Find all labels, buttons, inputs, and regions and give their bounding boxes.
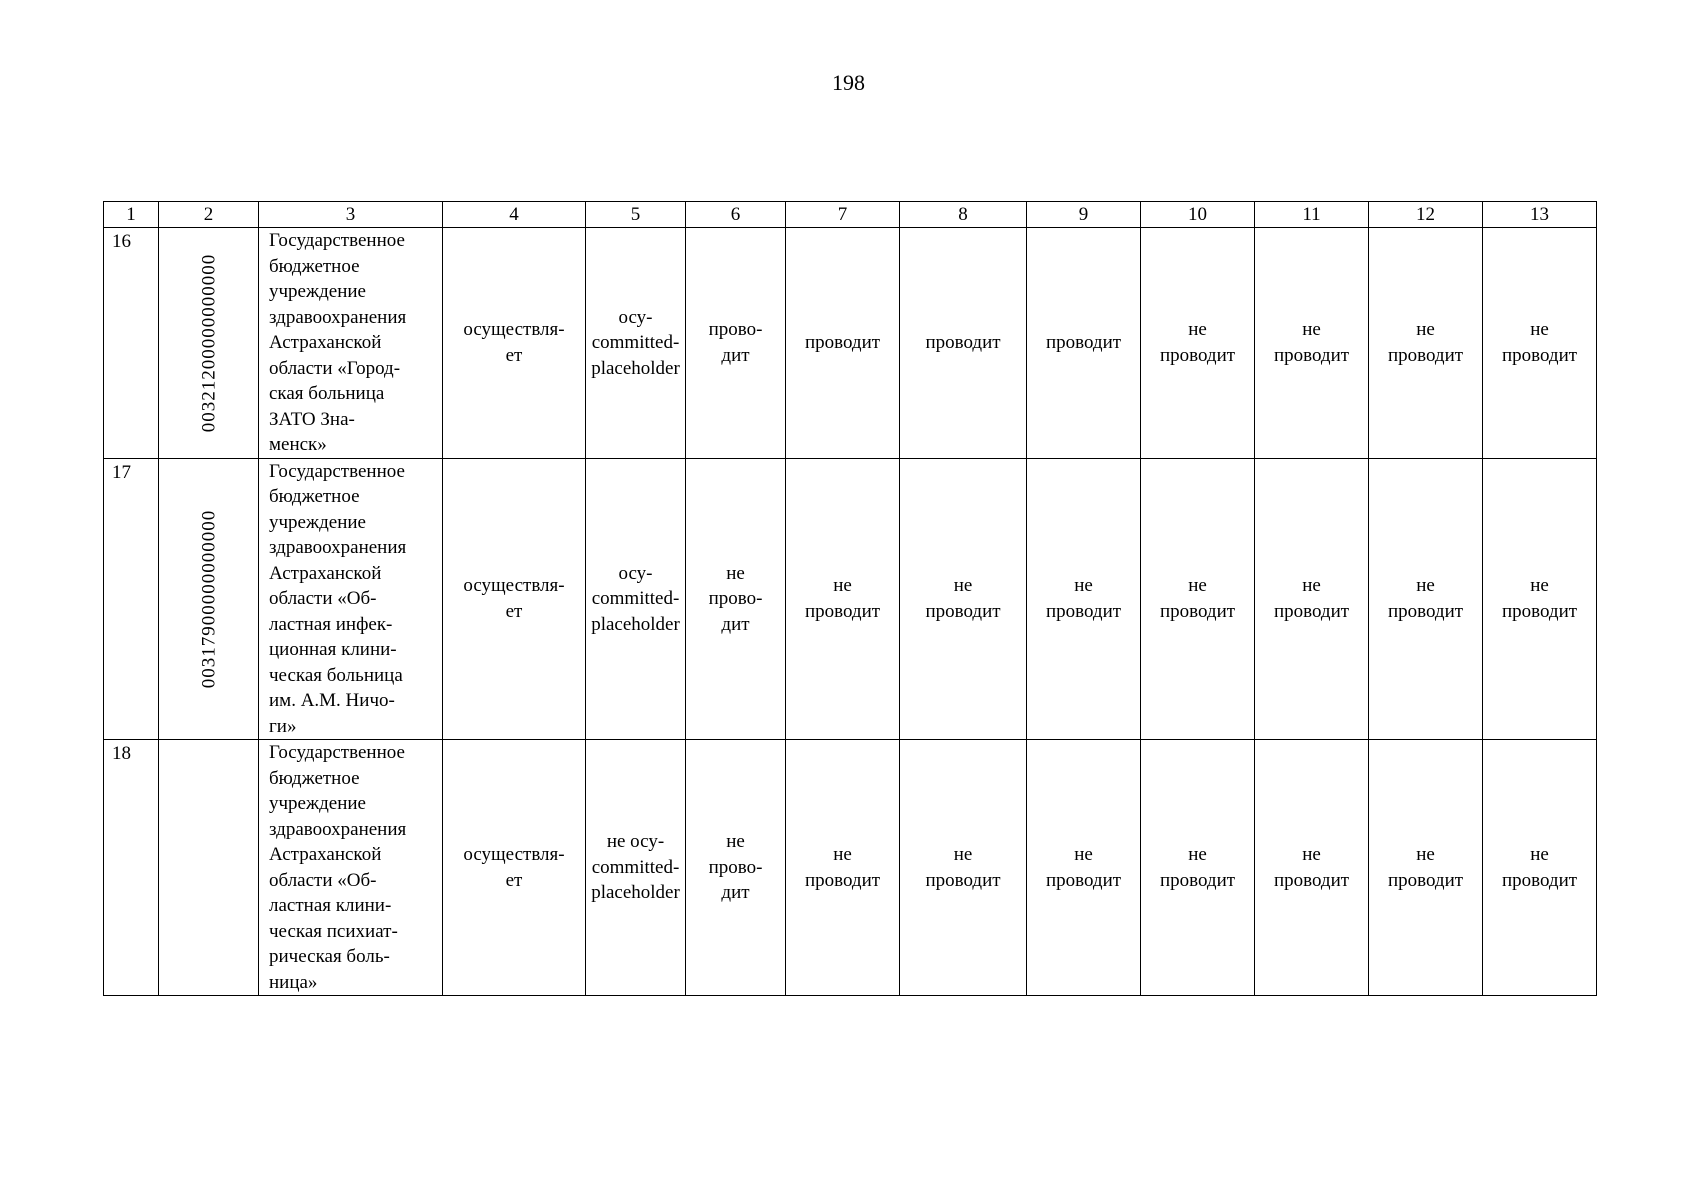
status-line: осу- (618, 306, 653, 328)
org-name-line: ская больница (269, 383, 385, 404)
org-name-line: бюджетное (269, 255, 360, 277)
status-line: проводит (1159, 344, 1236, 366)
status-line: не (1416, 575, 1435, 597)
status-line: не (1416, 844, 1435, 865)
status-cell-7 (786, 228, 900, 459)
status-cell-11 (1255, 228, 1369, 459)
status-line: committed-placeholder (591, 856, 680, 904)
org-code: 00317900000000000 (197, 509, 219, 688)
org-name-line: учреждение (269, 793, 366, 814)
status-cell-12 (1369, 740, 1483, 996)
status-line: проводит (1045, 332, 1122, 353)
data-table (103, 201, 1597, 996)
org-name-line: учреждение (269, 281, 366, 302)
status-cell-6 (686, 458, 786, 740)
status-line: не (1188, 319, 1207, 341)
status-line: не (833, 844, 852, 865)
org-name-line: рическая боль- (269, 946, 390, 967)
status-line: прово- (708, 319, 763, 341)
org-name-line: ЗАТО Зна- (269, 408, 355, 430)
org-name-line: им. А.М. Ничо- (269, 690, 395, 711)
status-line: проводит (925, 869, 1001, 891)
column-header: 3 (259, 202, 443, 228)
org-name-line: области «Город- (269, 357, 401, 379)
status-line: прово- (708, 588, 763, 609)
status-cell-13 (1483, 740, 1597, 996)
status-line: проводит (804, 869, 881, 891)
status-line: committed-placeholder (591, 588, 680, 635)
org-code-cell (159, 740, 259, 996)
status-cell-13 (1483, 228, 1597, 459)
status-line: осуществля- (463, 319, 565, 341)
status-cell-4 (443, 228, 586, 459)
status-cell-5 (586, 228, 686, 459)
status-line: проводит (804, 600, 881, 622)
org-name-line: ластная клини- (269, 895, 392, 916)
status-cell-4 (443, 740, 586, 996)
status-line: проводит (1387, 600, 1464, 622)
status-line: проводит (925, 600, 1001, 622)
status-line: проводит (1387, 869, 1464, 891)
status-line: проводит (925, 332, 1001, 353)
table-row (104, 228, 1597, 459)
status-line: не (1530, 319, 1549, 341)
page-number: 198 (832, 70, 865, 95)
status-cell-6 (686, 228, 786, 459)
column-header: 10 (1141, 202, 1255, 228)
org-code: 00321200000000000 (197, 253, 219, 432)
status-cell-8 (900, 740, 1027, 996)
status-line: проводит (1045, 600, 1122, 622)
column-header: 8 (900, 202, 1027, 228)
status-line: не (1188, 575, 1207, 597)
org-name-line: ница» (269, 971, 318, 993)
status-line: не (726, 831, 745, 853)
column-header: 7 (786, 202, 900, 228)
status-cell-5 (586, 740, 686, 996)
status-cell-13 (1483, 458, 1597, 740)
org-name-line: ческая больница (269, 664, 403, 686)
org-name-line: Государственное (269, 460, 405, 482)
row-number: 17 (104, 458, 159, 740)
status-line: не (833, 575, 852, 597)
status-line: проводит (1273, 344, 1350, 366)
status-cell-10 (1141, 458, 1255, 740)
status-line: не (1416, 319, 1435, 341)
org-name (259, 458, 443, 740)
status-cell-12 (1369, 458, 1483, 740)
status-cell-9 (1027, 458, 1141, 740)
status-cell-10 (1141, 740, 1255, 996)
status-line: проводит (1501, 600, 1578, 622)
row-number: 16 (104, 228, 159, 459)
column-header: 6 (686, 202, 786, 228)
status-line: прово- (708, 856, 763, 878)
status-line: проводит (804, 332, 881, 353)
status-cell-7 (786, 740, 900, 996)
org-code-cell (159, 228, 259, 459)
status-line: не (1302, 319, 1321, 341)
org-code-cell (159, 458, 259, 740)
column-header: 12 (1369, 202, 1483, 228)
status-cell-12 (1369, 228, 1483, 459)
column-header: 2 (159, 202, 259, 228)
status-cell-9 (1027, 228, 1141, 459)
table-row (104, 458, 1597, 740)
status-line: проводит (1159, 869, 1236, 891)
org-name-line: бюджетное (269, 767, 360, 789)
row-number: 18 (104, 740, 159, 996)
header-row (104, 202, 1597, 228)
org-name-line: здравоохранения (269, 537, 407, 558)
org-name-line: Астраханской (269, 844, 382, 865)
status-line: ет (505, 600, 523, 622)
org-name-line: ги» (269, 715, 297, 737)
column-header: 9 (1027, 202, 1141, 228)
org-name (259, 228, 443, 459)
status-line: проводит (1387, 344, 1464, 366)
status-line: осу- (618, 562, 653, 584)
status-line: проводит (1273, 600, 1350, 622)
status-line: не (1188, 844, 1207, 865)
column-header: 5 (586, 202, 686, 228)
status-line: осуществля- (463, 575, 565, 597)
org-name-line: области «Об- (269, 588, 377, 609)
status-line: проводит (1501, 869, 1578, 891)
org-name-line: ластная инфек- (269, 613, 393, 635)
org-name-line: здравоохранения (269, 306, 407, 328)
status-line: проводит (1273, 869, 1350, 891)
status-line: проводит (1159, 600, 1236, 622)
status-cell-4 (443, 458, 586, 740)
status-line: не (1074, 575, 1093, 597)
column-header: 13 (1483, 202, 1597, 228)
column-header: 4 (443, 202, 586, 228)
table-row (104, 740, 1597, 996)
org-name-line: Астраханской (269, 332, 382, 353)
status-cell-7 (786, 458, 900, 740)
status-line: committed-placeholder (591, 332, 680, 379)
org-name-line: Государственное (269, 742, 405, 763)
status-cell-9 (1027, 740, 1141, 996)
status-cell-8 (900, 458, 1027, 740)
status-line: дит (721, 344, 750, 366)
table-body (104, 228, 1597, 996)
status-line: не (1530, 844, 1549, 865)
column-header: 11 (1255, 202, 1369, 228)
org-name-line: области «Об- (269, 869, 377, 891)
status-line: проводит (1501, 344, 1578, 366)
org-name-line: менск» (269, 434, 327, 455)
status-line: дит (721, 613, 750, 635)
status-cell-10 (1141, 228, 1255, 459)
column-header: 1 (104, 202, 159, 228)
org-name (259, 740, 443, 996)
status-line: не (1074, 844, 1093, 865)
status-cell-8 (900, 228, 1027, 459)
status-line: проводит (1045, 869, 1122, 891)
status-cell-11 (1255, 458, 1369, 740)
status-line: осуществля- (463, 844, 565, 865)
status-cell-5 (586, 458, 686, 740)
status-line: не (1302, 844, 1321, 865)
org-name-line: здравоохранения (269, 818, 407, 840)
org-name-line: Государственное (269, 230, 405, 251)
status-line: не (1302, 575, 1321, 597)
org-name-line: ционная клини- (269, 639, 397, 660)
status-line: ет (505, 344, 523, 366)
status-line: ет (505, 869, 523, 891)
status-line: не (953, 575, 973, 597)
status-cell-11 (1255, 740, 1369, 996)
org-name-line: учреждение (269, 511, 366, 533)
status-line: не (953, 844, 973, 865)
status-line: не (726, 562, 745, 584)
status-line: не (1530, 575, 1549, 597)
status-line: не осу- (606, 831, 665, 853)
status-line: дит (721, 882, 750, 904)
status-cell-6 (686, 740, 786, 996)
org-name-line: Астраханской (269, 562, 382, 584)
org-name-line: бюджетное (269, 486, 360, 507)
org-name-line: ческая психиат- (269, 920, 398, 942)
